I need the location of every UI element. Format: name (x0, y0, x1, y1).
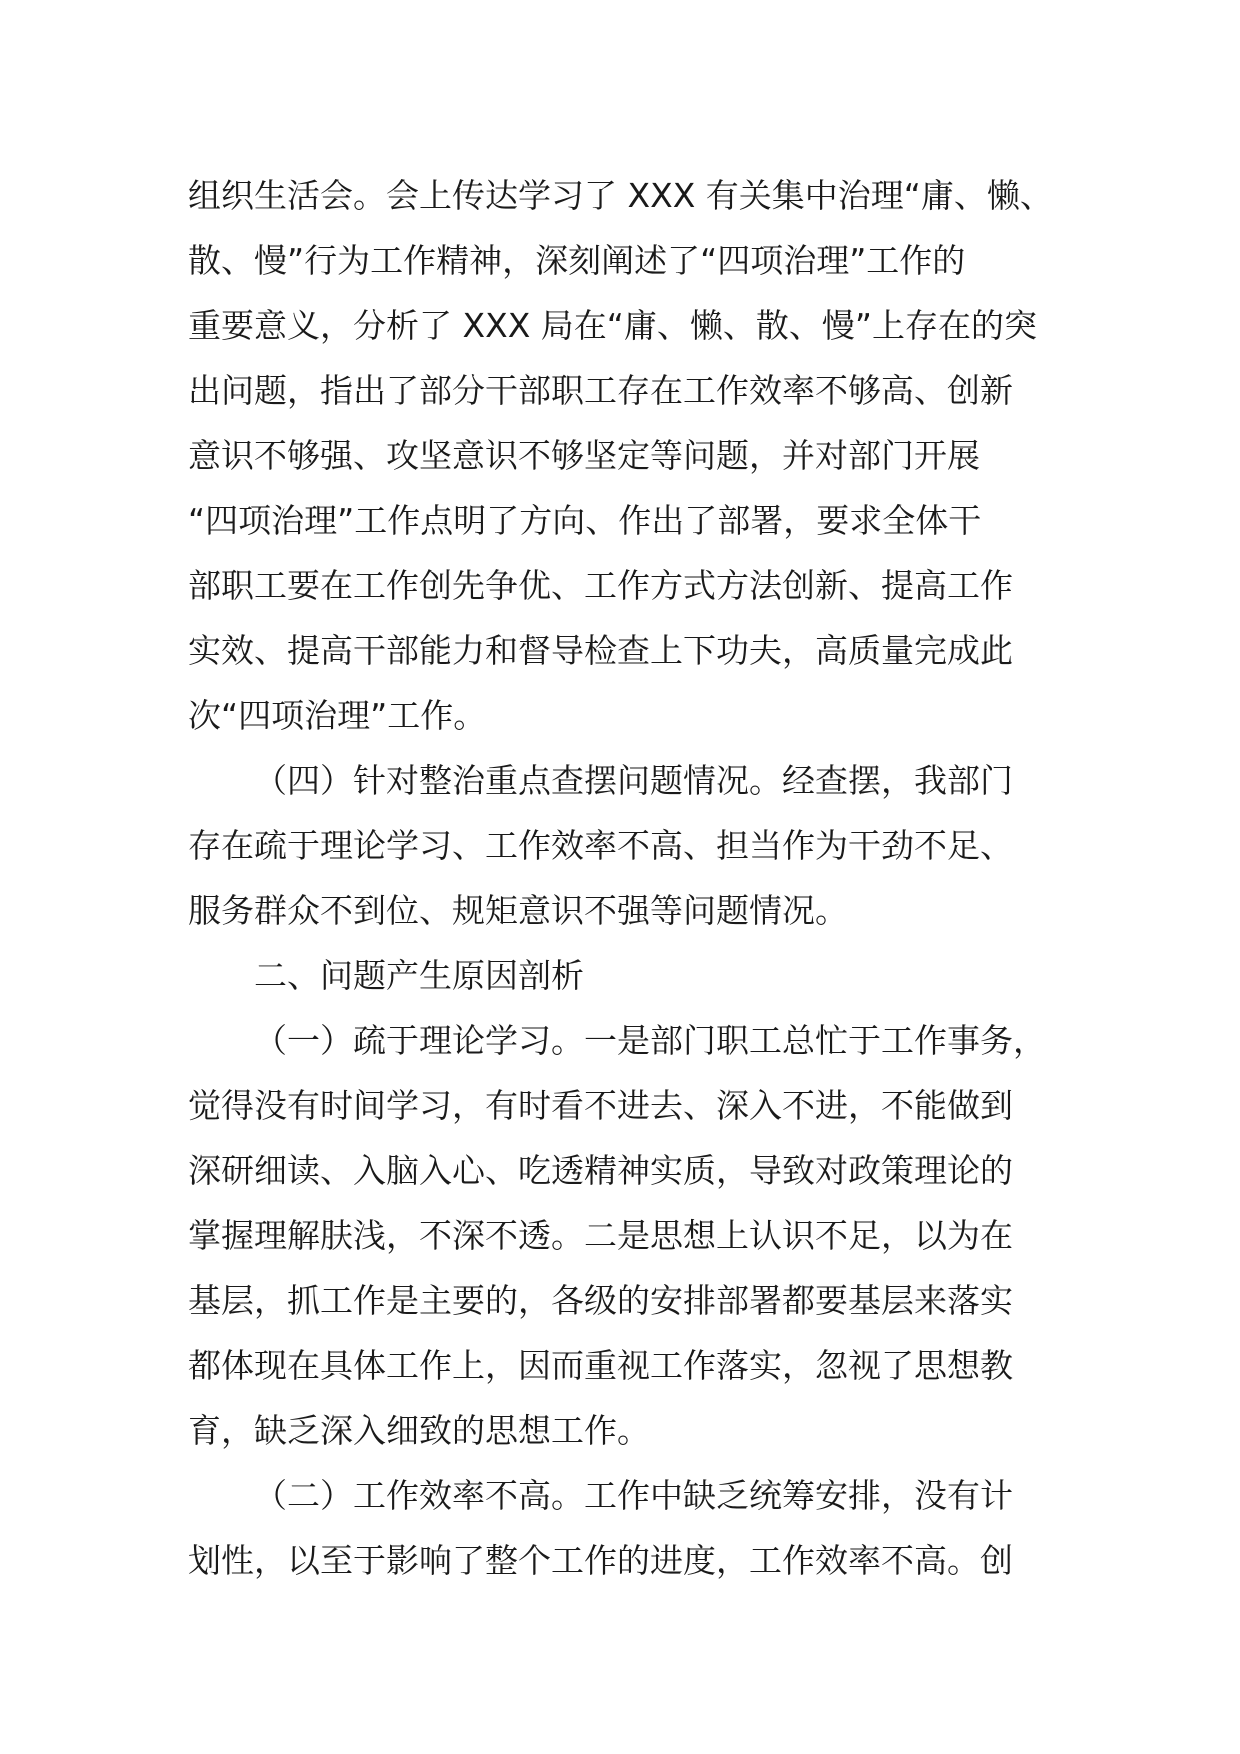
text-line: 深研细读、入脑入心、吃透精神实质，导致对政策理论的 (188, 1151, 1013, 1190)
text-line: 散、慢”行为工作精神，深刻阐述了“四项治理”工作的 (188, 241, 966, 280)
text-line: 实效、提高干部能力和督导检查上下功夫，高质量完成此 (188, 631, 1013, 670)
text-line: 重要意义，分析了 XXX 局在“庸、懒、散、慢”上存在的突 (188, 306, 1037, 345)
text-line: 存在疏于理论学习、工作效率不高、担当作为干劲不足、 (188, 826, 1013, 865)
text-line: 次“四项治理”工作。 (188, 696, 487, 735)
text-line: 意识不够强、攻坚意识不够坚定等问题，并对部门开展 (188, 436, 980, 475)
text-line: 划性，以至于影响了整个工作的进度，工作效率不高。创 (188, 1541, 1013, 1580)
text-line: “四项治理”工作点明了方向、作出了部署，要求全体干 (188, 501, 982, 540)
paragraph-start-line: （四）针对整治重点查摆问题情况。经查摆，我部门 (254, 761, 1013, 800)
text-line: 部职工要在工作创先争优、工作方式方法创新、提高工作 (188, 566, 1013, 605)
text-line: 组织生活会。会上传达学习了 XXX 有关集中治理“庸、懒、 (188, 176, 1053, 215)
text-line: 服务群众不到位、规矩意识不强等问题情况。 (188, 891, 848, 930)
text-line: 基层，抓工作是主要的，各级的安排部署都要基层来落实 (188, 1281, 1013, 1320)
text-line: 出问题，指出了部分干部职工存在工作效率不够高、创新 (188, 371, 1013, 410)
text-line: 掌握理解肤浅，不深不透。二是思想上认识不足，以为在 (188, 1216, 1013, 1255)
text-line: 育，缺乏深入细致的思想工作。 (188, 1411, 650, 1450)
document-body (188, 163, 1068, 1593)
section-heading: 二、问题产生原因剖析 (254, 956, 584, 995)
text-line: 觉得没有时间学习，有时看不进去、深入不进，不能做到 (188, 1086, 1013, 1125)
paragraph-start-line: （一）疏于理论学习。一是部门职工总忙于工作事务， (254, 1021, 1046, 1060)
paragraph-start-line: （二）工作效率不高。工作中缺乏统筹安排，没有计 (254, 1476, 1013, 1515)
text-line: 都体现在具体工作上，因而重视工作落实，忽视了思想教 (188, 1346, 1013, 1385)
